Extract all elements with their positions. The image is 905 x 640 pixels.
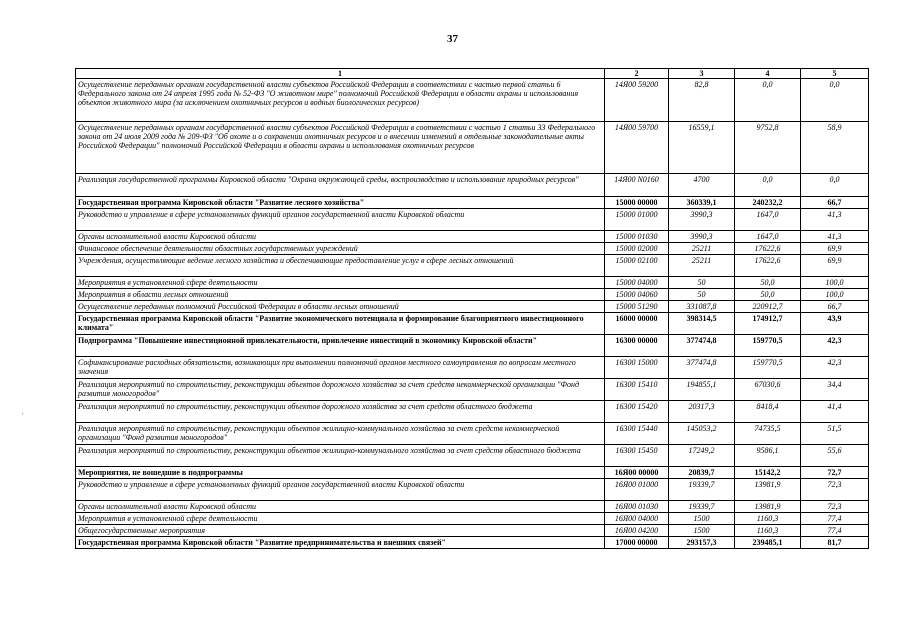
- row-code: 16Я00 01000: [605, 479, 669, 501]
- row-value-col5: 72,3: [801, 501, 869, 513]
- row-value-col4: 1647,0: [735, 209, 801, 231]
- row-code: 16300 15410: [605, 379, 669, 401]
- row-value-col4: 13981,9: [735, 479, 801, 501]
- row-value-col5: 77,4: [801, 525, 869, 537]
- row-value-col5: 58,9: [801, 122, 869, 174]
- row-value-col5: 72,7: [801, 467, 869, 479]
- row-value-col4: 0,0: [735, 79, 801, 122]
- row-name: Государственная программа Кировской области "Развитие предпринимательства и внешних связей": [76, 537, 605, 549]
- row-name: Реализация мероприятий по строительству, реконструкции объектов дорожного хозяйства за счет средств областного бюджета: [76, 401, 605, 423]
- row-value-col4: 67030,6: [735, 379, 801, 401]
- row-code: 15000 01030: [605, 231, 669, 243]
- table-row: [76, 379, 869, 401]
- row-name: Общегосударственные мероприятия: [76, 525, 605, 537]
- row-code: 16300 15450: [605, 445, 669, 467]
- row-name: Реализация мероприятий по строительству, реконструкции объектов дорожного хозяйства за счет средств некоммерческой организации "Фонд развития моногородов": [76, 379, 605, 401]
- row-value-col4: 240232,2: [735, 197, 801, 209]
- table-row: [76, 277, 869, 289]
- table-row: [76, 401, 869, 423]
- row-value-col3: 293157,3: [669, 537, 735, 549]
- row-value-col4: 0,0: [735, 174, 801, 197]
- row-value-col5: 66,7: [801, 197, 869, 209]
- row-value-col3: 16559,1: [669, 122, 735, 174]
- row-name: Мероприятия в области лесных отношений: [76, 289, 605, 301]
- row-value-col3: 25211: [669, 255, 735, 277]
- row-value-col3: 17249,2: [669, 445, 735, 467]
- row-value-col3: 50: [669, 289, 735, 301]
- row-code: 14Я00 59200: [605, 79, 669, 122]
- table-row: [76, 335, 869, 357]
- row-value-col4: 9752,8: [735, 122, 801, 174]
- table-row: [76, 423, 869, 445]
- row-value-col5: 81,7: [801, 537, 869, 549]
- row-value-col4: 159770,5: [735, 357, 801, 379]
- row-value-col4: 74735,5: [735, 423, 801, 445]
- row-value-col3: 19339,7: [669, 479, 735, 501]
- row-value-col4: 1160,3: [735, 513, 801, 525]
- row-value-col3: 20317,3: [669, 401, 735, 423]
- row-value-col5: 41,3: [801, 209, 869, 231]
- header-col-5: 5: [801, 69, 869, 79]
- row-code: 15000 04060: [605, 289, 669, 301]
- row-code: 16Я00 01030: [605, 501, 669, 513]
- table-row: [76, 357, 869, 379]
- row-name: Осуществление переданных полномочий Российской Федерации в области лесных отношений: [76, 301, 605, 313]
- row-code: 16Я00 00000: [605, 467, 669, 479]
- row-value-col3: 398314,5: [669, 313, 735, 335]
- table-row: [76, 501, 869, 513]
- row-value-col4: 17622,6: [735, 255, 801, 277]
- table-row: [76, 479, 869, 501]
- row-name: Осуществление переданных органам государственной власти субъектов Российской Федерации в соответствии с частью 1 статьи 33 Федерального закона от 24 июля 2009 года № 209-ФЗ "Об охоте и о сохранении охотничьих ресурсов и о внесении изменений в отдельные законодательные акты Российской Федерации" полномочий Российской Федерации в области охраны и использования охотничьих ресурсов: [76, 122, 605, 174]
- row-code: 15000 02100: [605, 255, 669, 277]
- row-name: Софинансирование расходных обязательств, возникающих при выполнении полномочий органов местного самоуправления по вопросам местного значения: [76, 357, 605, 379]
- row-value-col3: 82,8: [669, 79, 735, 122]
- row-value-col5: 100,0: [801, 277, 869, 289]
- header-col-4: 4: [735, 69, 801, 79]
- table-header-row: [76, 69, 869, 79]
- row-name: Мероприятия, не вошедшие в подпрограммы: [76, 467, 605, 479]
- table-row: [76, 445, 869, 467]
- row-value-col3: 3990,3: [669, 231, 735, 243]
- row-name: Органы исполнительной власти Кировской области: [76, 231, 605, 243]
- table-row: [76, 174, 869, 197]
- row-value-col3: 20839,7: [669, 467, 735, 479]
- row-code: 16Я00 04000: [605, 513, 669, 525]
- row-code: 15000 02000: [605, 243, 669, 255]
- row-value-col3: 145053,2: [669, 423, 735, 445]
- row-value-col3: 50: [669, 277, 735, 289]
- row-name: Руководство и управление в сфере установленных функций органов государственной власти Кировской области: [76, 209, 605, 231]
- table-row: [76, 537, 869, 549]
- row-value-col3: 194855,1: [669, 379, 735, 401]
- row-value-col4: 8418,4: [735, 401, 801, 423]
- row-value-col5: 77,4: [801, 513, 869, 525]
- row-value-col3: 19339,7: [669, 501, 735, 513]
- header-col-3: 3: [669, 69, 735, 79]
- row-code: 15000 01000: [605, 209, 669, 231]
- page-number: 37: [447, 33, 458, 45]
- row-name: Реализация мероприятий по строительству, реконструкции объектов жилищно-коммунального хозяйства за счет средств областного бюджета: [76, 445, 605, 467]
- table-row: [76, 122, 869, 174]
- row-value-col4: 13981,9: [735, 501, 801, 513]
- row-value-col3: 377474,8: [669, 335, 735, 357]
- table-row: [76, 197, 869, 209]
- row-value-col3: 360339,1: [669, 197, 735, 209]
- table-row: [76, 79, 869, 122]
- row-name: Мероприятия в установленной сфере деятельности: [76, 513, 605, 525]
- header-col-2: 2: [605, 69, 669, 79]
- row-value-col3: 1500: [669, 525, 735, 537]
- row-code: 16300 00000: [605, 335, 669, 357]
- row-value-col5: 41,3: [801, 231, 869, 243]
- row-name: Руководство и управление в сфере установленных функций органов государственной власти Кировской области: [76, 479, 605, 501]
- stray-mark: ': [22, 412, 24, 421]
- row-value-col3: 25211: [669, 243, 735, 255]
- row-code: 15000 00000: [605, 197, 669, 209]
- row-value-col3: 4700: [669, 174, 735, 197]
- row-name: Учреждения, осуществляющие ведение лесного хозяйства и обеспечивающие предоставление услуг в сфере лесных отношений: [76, 255, 605, 277]
- row-code: 17000 00000: [605, 537, 669, 549]
- row-value-col5: 41,4: [801, 401, 869, 423]
- header-col-1: 1: [76, 69, 605, 79]
- row-code: 16300 15420: [605, 401, 669, 423]
- table-row: [76, 243, 869, 255]
- budget-table: [75, 68, 869, 549]
- row-name: Осуществление переданных органам государственной власти субъектов Российской Федерации в соответствии с частью первой статьи 6 Федерального закона от 24 апреля 1995 года № 52-ФЗ "О животном мире" полномочий Российской Федерации в области охраны и использования объектов животного мира (за исключением охотничьих ресурсов и водных биологических ресурсов): [76, 79, 605, 122]
- row-value-col5: 69,9: [801, 243, 869, 255]
- row-value-col5: 0,0: [801, 79, 869, 122]
- row-name: Реализация государственной программы Кировской области "Охрана окружающей среды, воспроизводство и использование природных ресурсов": [76, 174, 605, 197]
- row-value-col4: 17622,6: [735, 243, 801, 255]
- row-name: Государственная программа Кировской области "Развитие экономического потенциала и формирование благоприятного инвестиционного климата": [76, 313, 605, 335]
- row-value-col5: 100,0: [801, 289, 869, 301]
- row-name: Мероприятия в установленной сфере деятельности: [76, 277, 605, 289]
- row-value-col5: 69,9: [801, 255, 869, 277]
- row-value-col4: 159770,5: [735, 335, 801, 357]
- table-row: [76, 301, 869, 313]
- row-name: Государственная программа Кировской области "Развитие лесного хозяйства": [76, 197, 605, 209]
- row-value-col4: 50,0: [735, 289, 801, 301]
- row-value-col5: 55,6: [801, 445, 869, 467]
- row-value-col4: 1160,3: [735, 525, 801, 537]
- table-row: [76, 255, 869, 277]
- table-row: [76, 209, 869, 231]
- row-value-col5: 42,3: [801, 335, 869, 357]
- row-value-col4: 220912,7: [735, 301, 801, 313]
- row-value-col4: 239485,1: [735, 537, 801, 549]
- row-code: 16300 15000: [605, 357, 669, 379]
- row-value-col5: 43,9: [801, 313, 869, 335]
- row-value-col5: 0,0: [801, 174, 869, 197]
- row-name: Финансовое обеспечение деятельности областных государственных учреждений: [76, 243, 605, 255]
- row-value-col5: 72,3: [801, 479, 869, 501]
- row-value-col3: 1500: [669, 513, 735, 525]
- row-code: 14Я00 59700: [605, 122, 669, 174]
- row-value-col5: 66,7: [801, 301, 869, 313]
- row-value-col3: 331087,8: [669, 301, 735, 313]
- row-code: 16Я00 04200: [605, 525, 669, 537]
- table-row: [76, 513, 869, 525]
- row-code: 16300 15440: [605, 423, 669, 445]
- row-name: Органы исполнительной власти Кировской области: [76, 501, 605, 513]
- row-value-col5: 42,3: [801, 357, 869, 379]
- table-row: [76, 467, 869, 479]
- row-name: Реализация мероприятий по строительству, реконструкции объектов жилищно-коммунального хозяйства за счет средств некоммерческой организации "Фонд развития моногородов": [76, 423, 605, 445]
- row-code: 14Я00 N0160: [605, 174, 669, 197]
- row-name: Подпрограмма "Повышение инвестиционной привлекательности, привлечение инвестиций в экономику Кировской области": [76, 335, 605, 357]
- row-value-col4: 50,0: [735, 277, 801, 289]
- row-value-col5: 34,4: [801, 379, 869, 401]
- table-row: [76, 289, 869, 301]
- row-value-col4: 9586,1: [735, 445, 801, 467]
- row-value-col3: 3990,3: [669, 209, 735, 231]
- table-row: [76, 231, 869, 243]
- table-row: [76, 525, 869, 537]
- row-value-col5: 51,5: [801, 423, 869, 445]
- table-row: [76, 313, 869, 335]
- row-value-col4: 1647,0: [735, 231, 801, 243]
- row-code: 15000 04000: [605, 277, 669, 289]
- row-value-col4: 15142,2: [735, 467, 801, 479]
- row-code: 16000 00000: [605, 313, 669, 335]
- row-value-col3: 377474,8: [669, 357, 735, 379]
- row-code: 15000 51290: [605, 301, 669, 313]
- row-value-col4: 174912,7: [735, 313, 801, 335]
